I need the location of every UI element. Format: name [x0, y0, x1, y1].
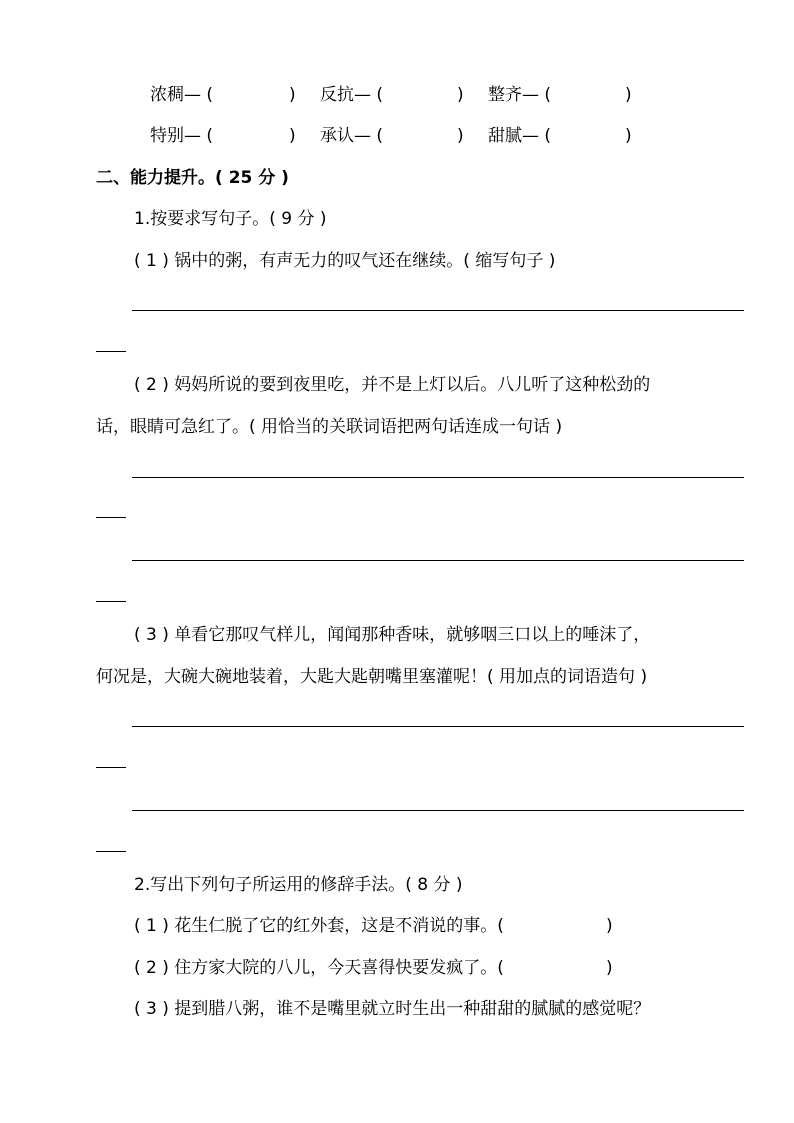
antonym-blank-close[interactable]: ) [289, 85, 296, 105]
antonym-blank-close[interactable]: ) [457, 126, 464, 146]
answer-line-end [96, 601, 126, 602]
answer-line[interactable] [132, 810, 744, 811]
antonym-blank-close[interactable]: ) [289, 126, 296, 146]
antonym-blank-close[interactable]: ) [457, 85, 464, 105]
antonym-blank-close[interactable]: ) [625, 85, 632, 105]
sentence-3-line-2: 何况是，大碗大碗地装着，大匙大匙朝嘴里塞灌呢！( 用加点的词语造句 ) [96, 667, 648, 687]
antonym-item: 特别— ( [150, 126, 214, 146]
answer-line[interactable] [132, 310, 744, 311]
antonym-item: 浓稠— ( [150, 85, 214, 105]
sentence-3-line-1: ( 3 ) 单看它那叹气样儿，闻闻那种香味，就够咽三口以上的唾沫了， [134, 625, 651, 645]
rhetoric-blank-close[interactable]: ) [606, 916, 613, 936]
antonym-item: 承认— ( [320, 126, 384, 146]
section-heading: 二、能力提升。( 25 分 ) [96, 168, 289, 188]
answer-line-end [96, 767, 126, 768]
rhetoric-sentence-2: ( 2 ) 住方家大院的八儿，今天喜得快要发疯了。( [134, 958, 504, 978]
answer-line-end [96, 517, 126, 518]
antonym-item: 反抗— ( [320, 85, 384, 105]
answer-line-end [96, 851, 126, 852]
rhetoric-blank-close[interactable]: ) [606, 958, 613, 978]
rhetoric-sentence-1: ( 1 ) 花生仁脱了它的红外套，这是不消说的事。( [134, 916, 504, 936]
antonym-blank-close[interactable]: ) [625, 126, 632, 146]
sentence-1: ( 1 ) 锅中的粥，有声无力的叹气还在继续。( 缩写句子 ) [134, 251, 556, 271]
sentence-2-line-2: 话，眼睛可急红了。( 用恰当的关联词语把两句话连成一句话 ) [96, 417, 563, 437]
rhetoric-sentence-3: ( 3 ) 提到腊八粥，谁不是嘴里就立时生出一种甜甜的腻腻的感觉呢？ [134, 999, 651, 1019]
question-title: 2.写出下列句子所运用的修辞手法。( 8 分 ) [134, 875, 463, 895]
answer-line-end [96, 351, 126, 352]
antonym-item: 整齐— ( [488, 85, 552, 105]
antonym-item: 甜腻— ( [488, 126, 552, 146]
sentence-2-line-1: ( 2 ) 妈妈所说的要到夜里吃，并不是上灯以后。八儿听了这种松劲的 [134, 375, 651, 395]
answer-line[interactable] [132, 477, 744, 478]
answer-line[interactable] [132, 560, 744, 561]
answer-line[interactable] [132, 726, 744, 727]
question-title: 1.按要求写句子。( 9 分 ) [134, 209, 327, 229]
